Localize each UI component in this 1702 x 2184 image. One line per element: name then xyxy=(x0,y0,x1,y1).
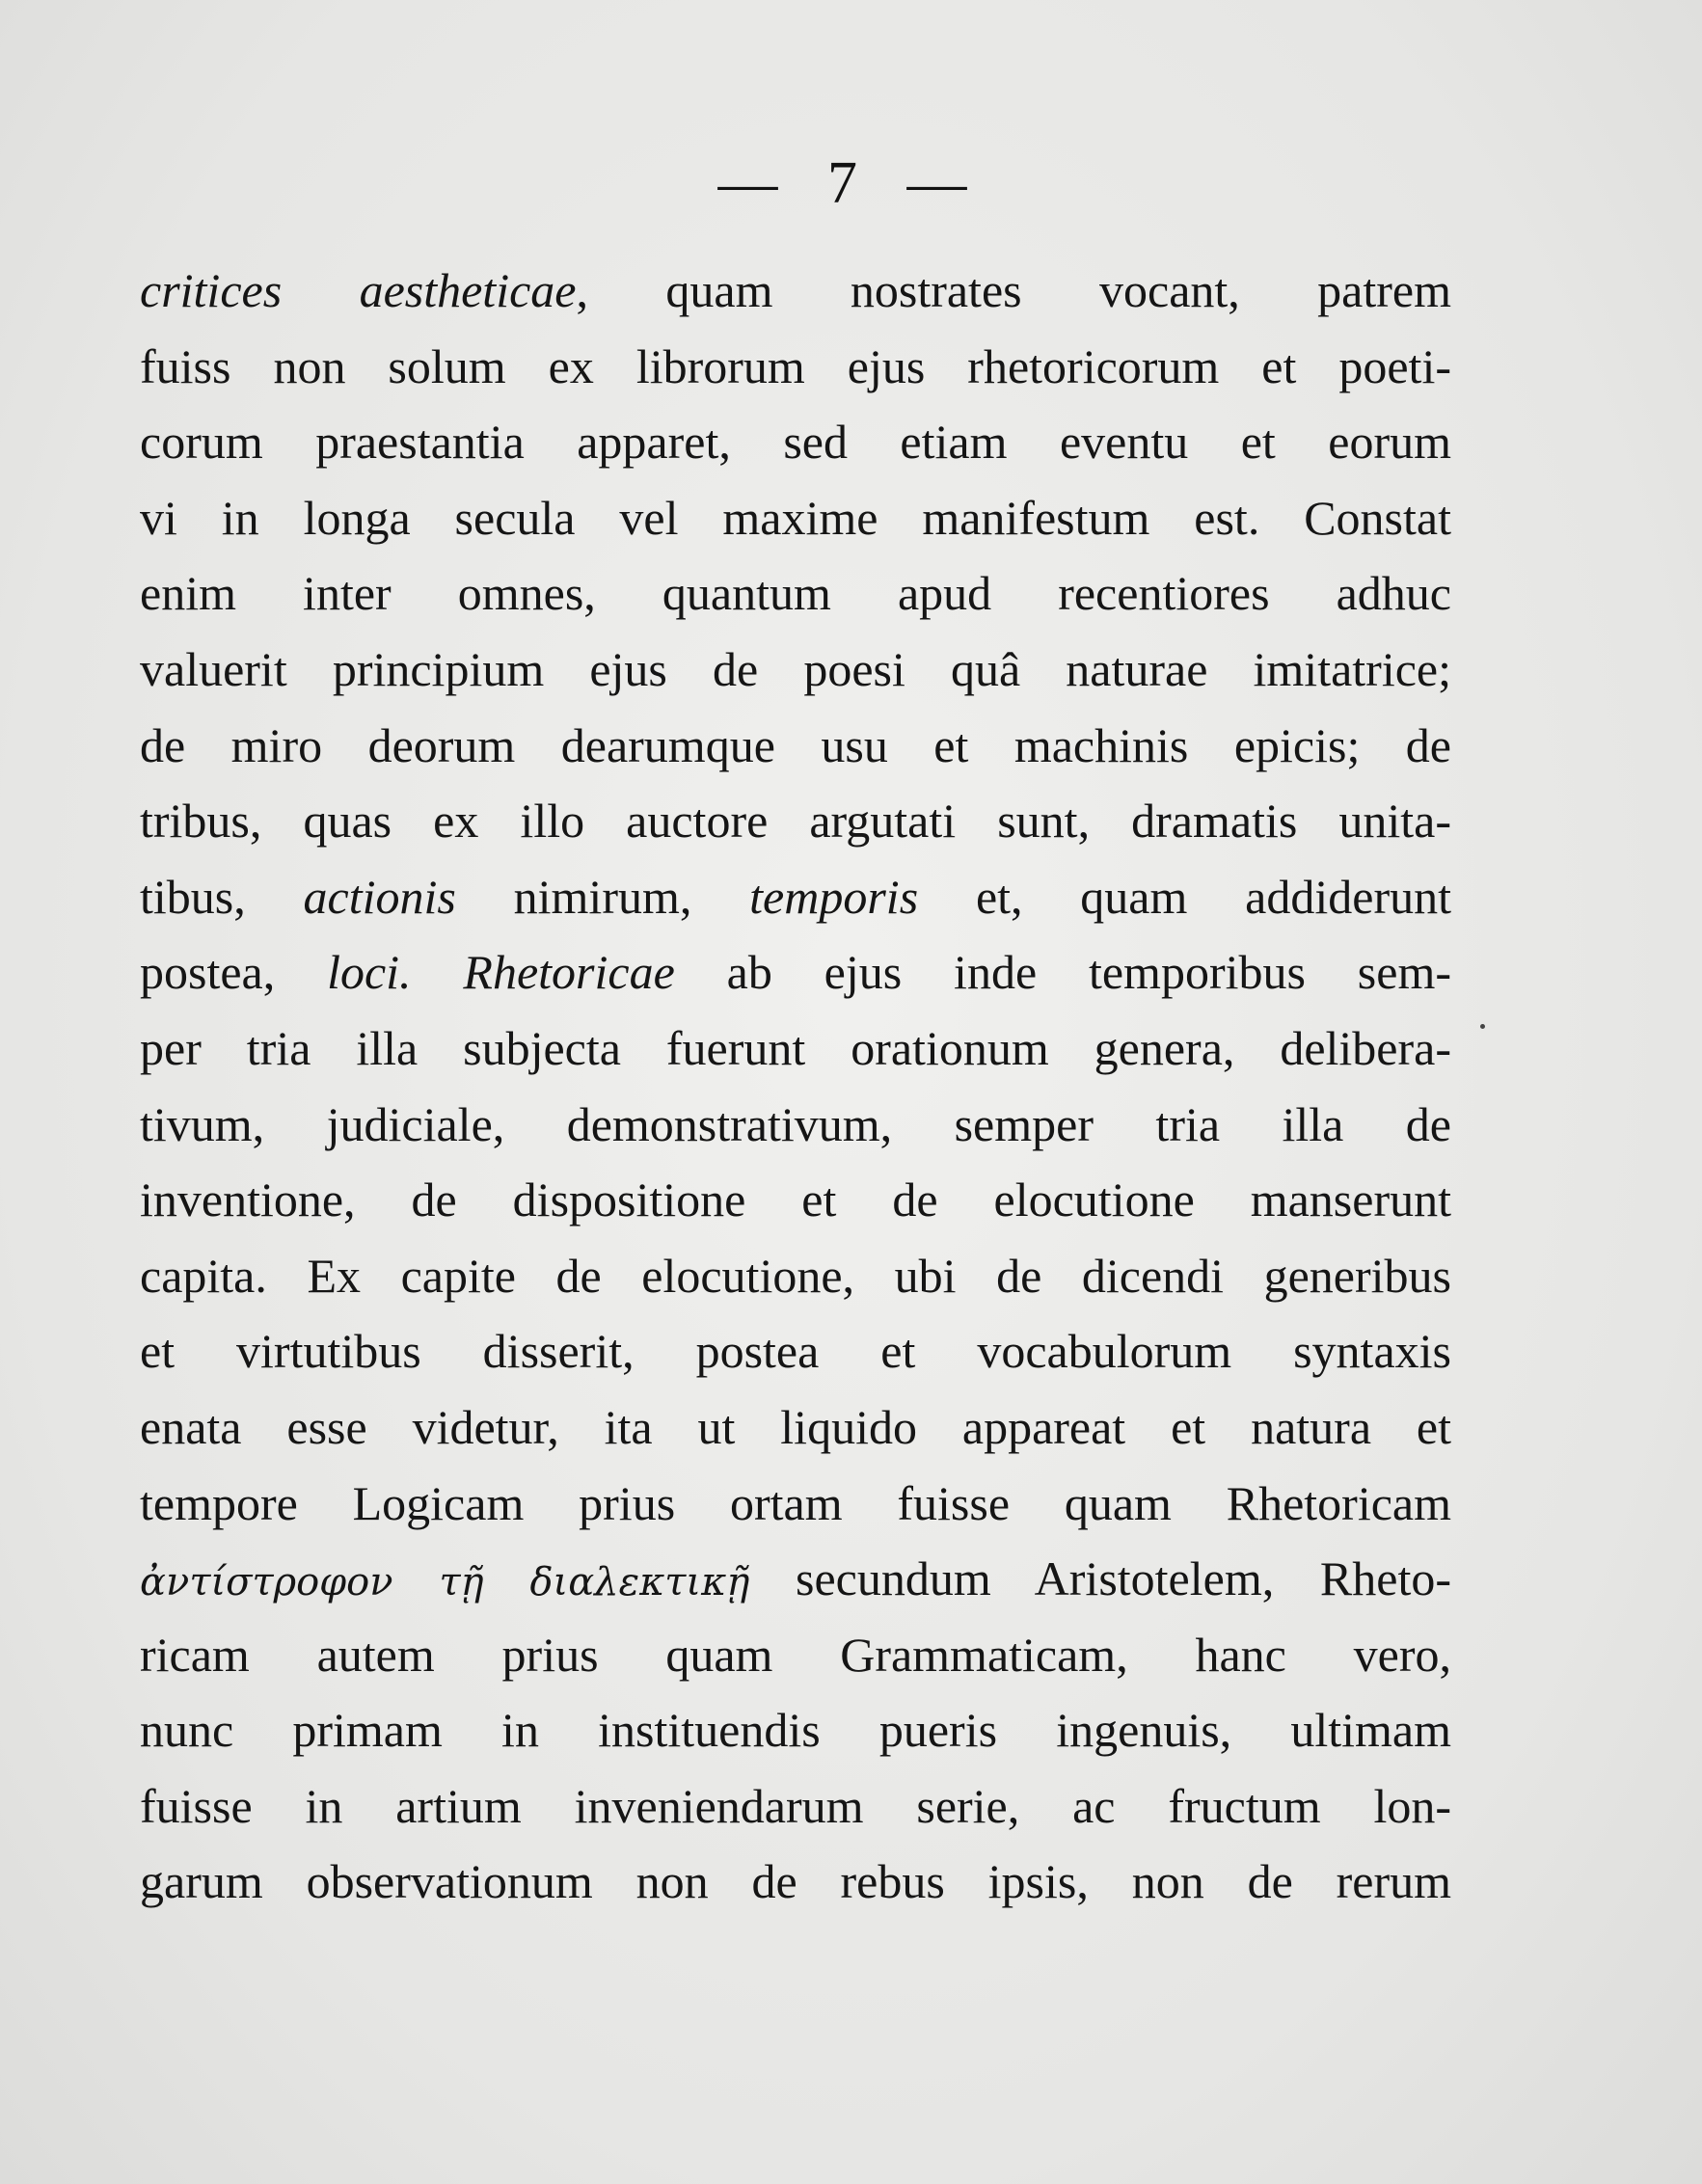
text-run: nimirum, xyxy=(455,869,750,924)
text-run: et, quam addiderunt xyxy=(918,869,1451,924)
text-line xyxy=(140,1238,1451,1314)
text-line xyxy=(140,1087,1451,1163)
text-run: postea, xyxy=(140,945,328,1000)
italic-phrase: actionis xyxy=(303,869,456,924)
text-line xyxy=(140,1313,1451,1389)
text-run: per tria illa subjecta fuerunt orationum genera, delibera- xyxy=(140,1020,1451,1075)
text-line xyxy=(140,1692,1451,1768)
text-run: tribus, quas ex illo auctore argutati sunt, dramatis unita- xyxy=(140,794,1451,849)
text-run: secundum Aristotelem, Rheto- xyxy=(749,1551,1451,1606)
text-run: enim inter omnes, quantum apud recentiores adhuc xyxy=(140,566,1451,621)
text-line xyxy=(140,329,1451,405)
text-line xyxy=(140,1466,1451,1542)
text-run: fuisse in artium inveniendarum serie, ac fructum lon- xyxy=(140,1778,1451,1833)
text-run: , quam nostrates vocant, patrem xyxy=(576,263,1451,317)
text-run: valuerit principium ejus de poesi quâ naturae imitatrice; xyxy=(140,641,1451,696)
text-line xyxy=(140,1011,1451,1087)
text-run xyxy=(412,945,464,999)
text-run: ab ejus inde temporibus sem- xyxy=(674,945,1451,1000)
print-speck xyxy=(1480,1024,1485,1029)
text-run: tibus, xyxy=(140,869,304,924)
text-run: vi in longa secula vel maxime manifestum est. Constat xyxy=(140,490,1451,545)
text-line xyxy=(140,1768,1451,1845)
text-run: nunc primam in instituendis pueris ingenuis, ultimam xyxy=(140,1703,1451,1758)
text-run: garum observationum non de rebus ipsis, non de rerum xyxy=(140,1854,1451,1909)
text-run: enata esse videtur, ita ut liquido appareat et natura et xyxy=(140,1399,1451,1454)
italic-phrase: Rhetoricae xyxy=(463,945,675,1000)
greek-phrase: ἀντίστροφον τῇ διαλεκτικῇ xyxy=(140,1560,750,1605)
text-line xyxy=(140,1389,1451,1466)
text-run: tempore Logicam prius ortam fuisse quam Rhetoricam xyxy=(140,1475,1451,1530)
text-run: ricam autem prius quam Grammaticam, hanc vero, xyxy=(140,1627,1451,1682)
italic-phrase: temporis xyxy=(749,869,919,924)
text-line xyxy=(140,632,1451,708)
italic-phrase: critices aestheticae xyxy=(140,263,577,317)
text-line xyxy=(140,555,1451,632)
page-number: — 7 — xyxy=(717,150,985,216)
text-line xyxy=(140,1162,1451,1238)
text-run: fuiss non solum ex librorum ejus rhetoricorum et poeti- xyxy=(140,338,1451,393)
text-line xyxy=(140,783,1451,859)
text-line xyxy=(140,480,1451,556)
text-line xyxy=(140,934,1451,1011)
text-line xyxy=(140,253,1451,329)
italic-phrase: loci. xyxy=(327,945,412,1000)
text-line xyxy=(140,708,1451,784)
text-run: et virtutibus disserit, postea et vocabulorum syntaxis xyxy=(140,1324,1451,1379)
text-run: de miro deorum dearumque usu et machinis epicis; de xyxy=(140,717,1451,772)
text-line xyxy=(140,1617,1451,1693)
text-run: capita. Ex capite de elocutione, ubi de dicendi generibus xyxy=(140,1248,1451,1303)
text-line xyxy=(140,404,1451,480)
text-run: corum praestantia apparet, sed etiam eventu et eorum xyxy=(140,415,1451,470)
text-line xyxy=(140,1844,1451,1920)
text-line xyxy=(140,1541,1451,1617)
text-run: tivum, judiciale, demonstrativum, semper tria illa de xyxy=(140,1096,1451,1151)
text-run: inventione, de dispositione et de elocutione manserunt xyxy=(140,1173,1451,1227)
body-text xyxy=(140,253,1451,1920)
text-line xyxy=(140,859,1451,935)
